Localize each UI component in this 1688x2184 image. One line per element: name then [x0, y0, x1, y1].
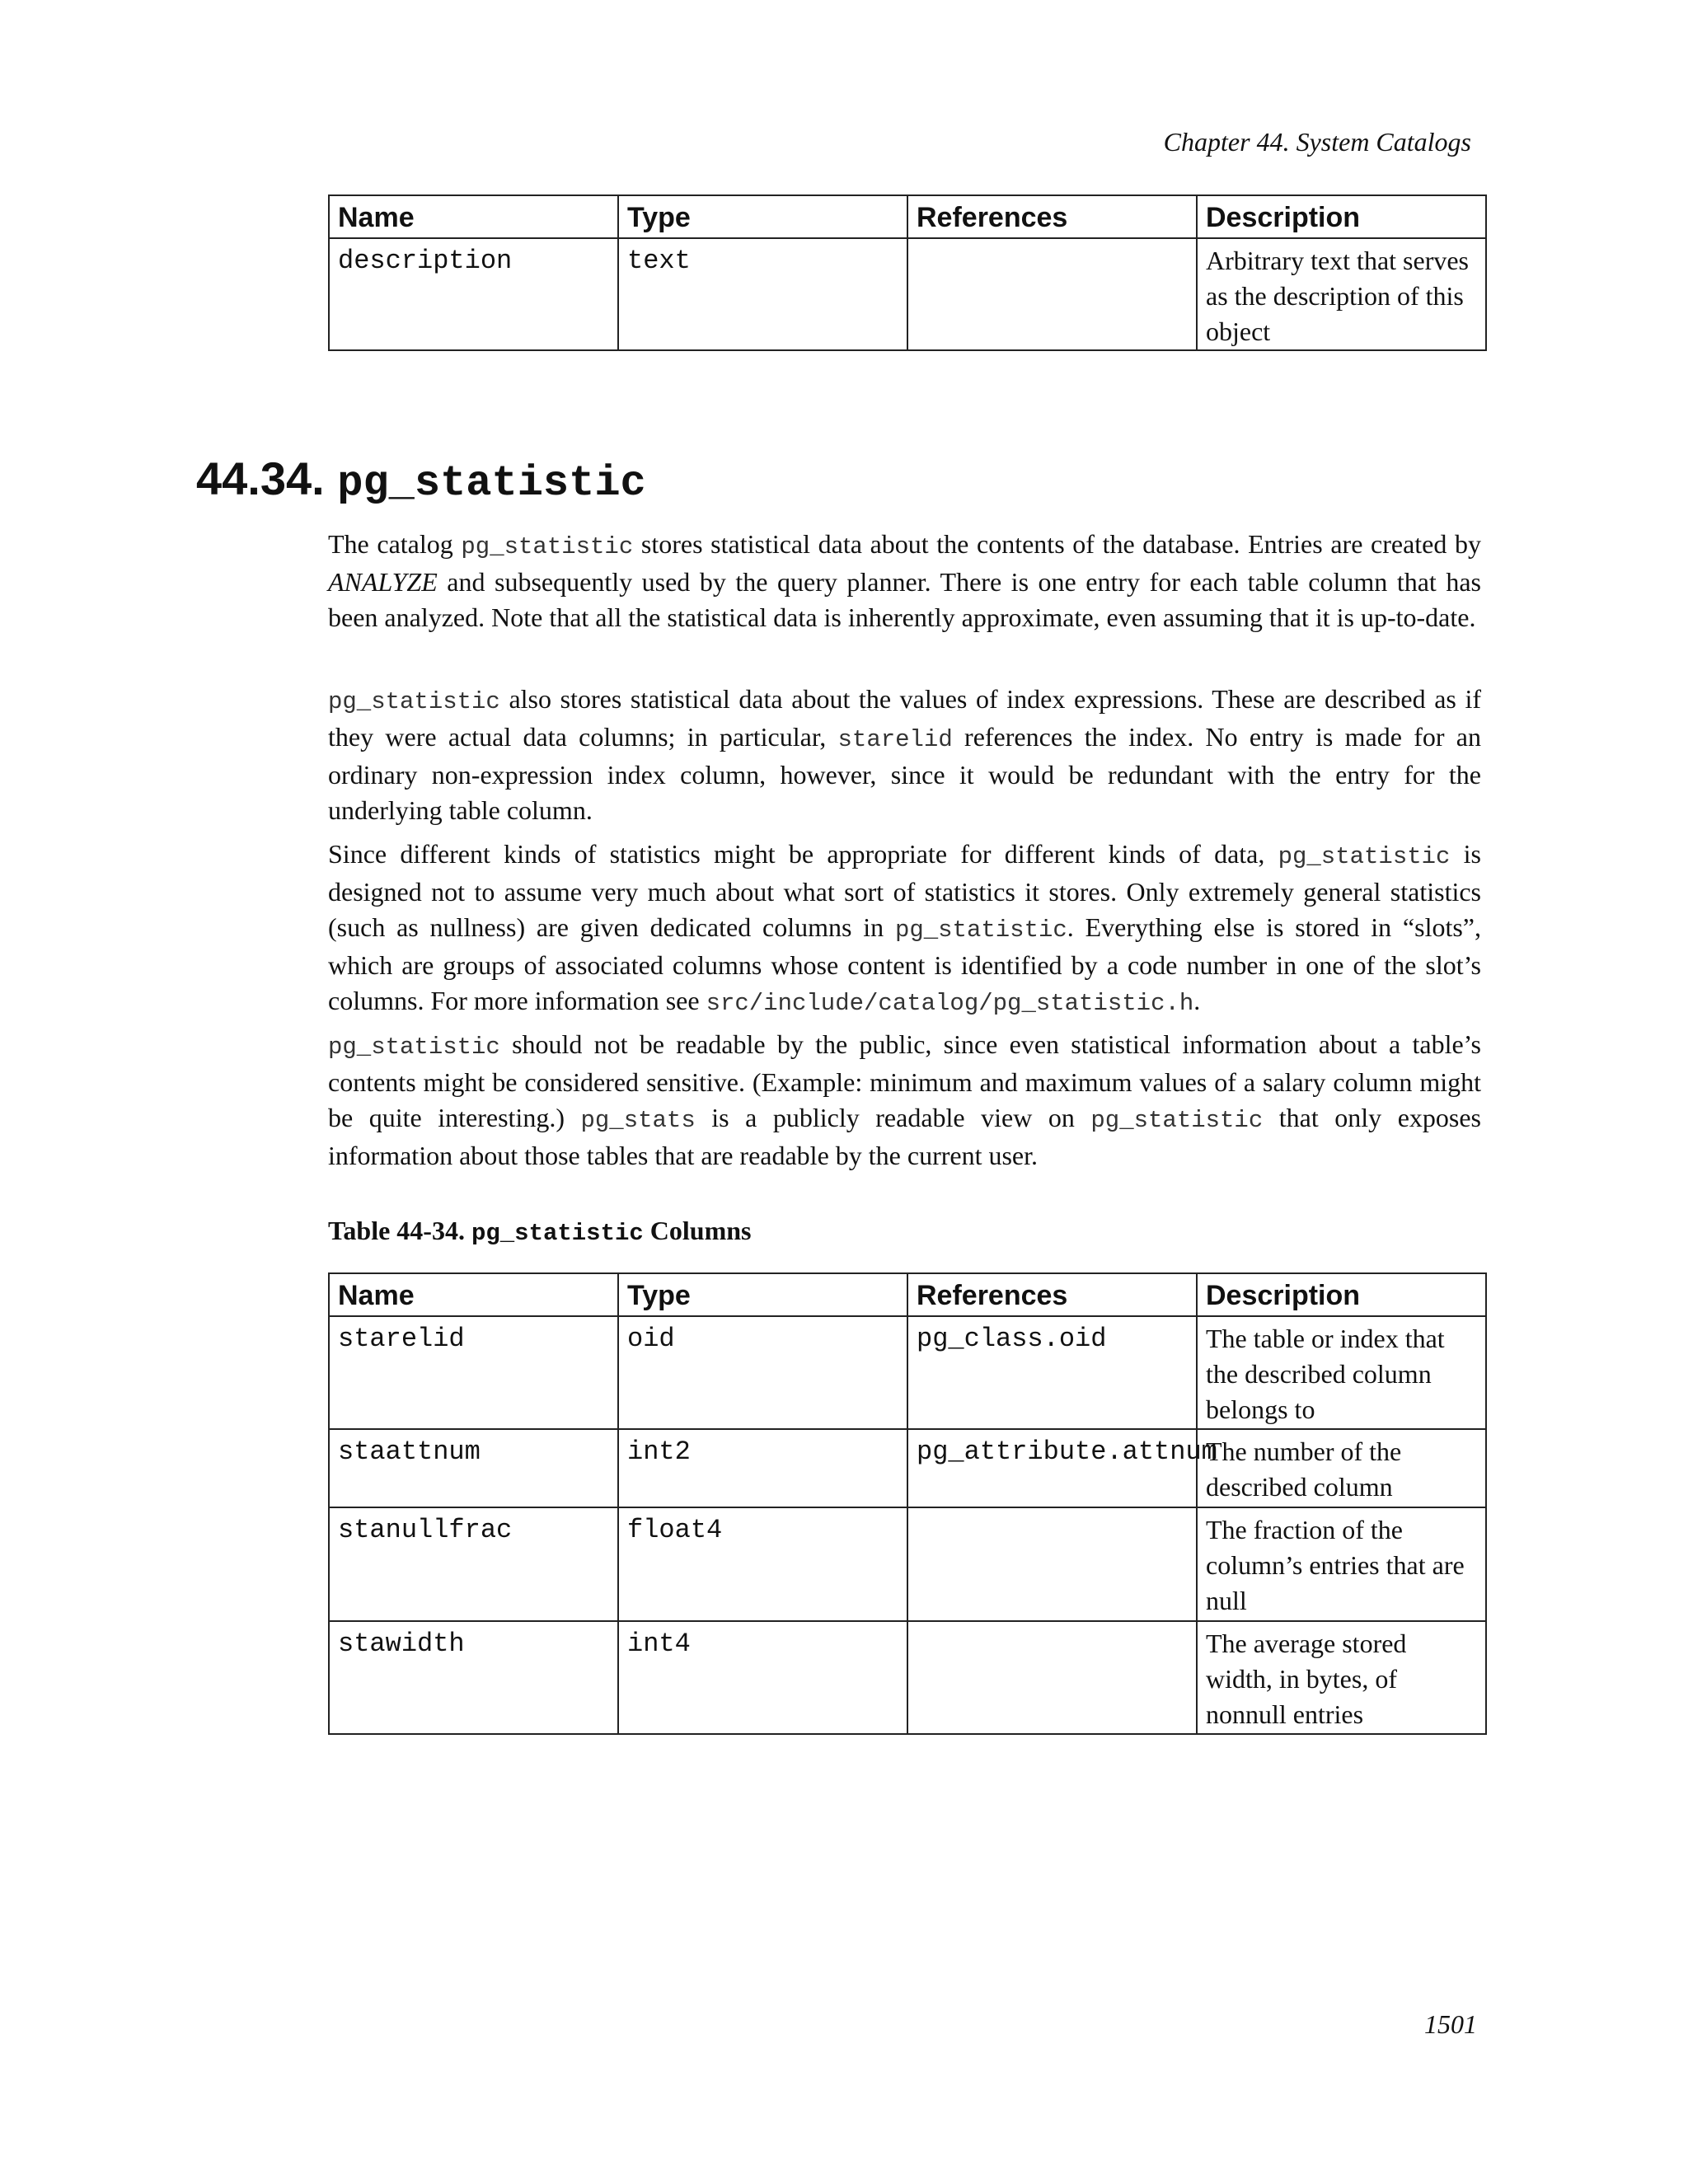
- cell-name: stanullfrac: [329, 1507, 618, 1621]
- pg-statistic-columns-table: [328, 1272, 1487, 1735]
- table-row: [329, 1316, 1486, 1429]
- cell-type: int2: [618, 1429, 907, 1507]
- inline-code: pg_stats: [580, 1107, 696, 1134]
- caption-suffix: Columns: [643, 1216, 752, 1245]
- inline-code: pg_statistic: [461, 533, 634, 560]
- description-table-continuation: [328, 194, 1487, 351]
- paragraph: [328, 682, 1481, 828]
- emphasized-command: ANALYZE: [328, 567, 438, 597]
- inline-code: src/include/catalog/pg_statistic.h: [706, 990, 1194, 1017]
- paragraph: [328, 527, 1481, 635]
- cell-type: float4: [618, 1507, 907, 1621]
- cell-name: starelid: [329, 1316, 618, 1429]
- column-header-references: References: [907, 1273, 1197, 1316]
- cell-description: The number of the described column: [1197, 1429, 1486, 1507]
- column-header-description: Description: [1197, 1273, 1486, 1316]
- paragraph: [328, 837, 1481, 1021]
- column-header-type: Type: [618, 1273, 907, 1316]
- cell-name: stawidth: [329, 1621, 618, 1734]
- cell-references: [907, 1621, 1197, 1734]
- table-header-row: [329, 1273, 1486, 1316]
- text-run: stores statistical data about the contents of the database. Entries are created by: [633, 529, 1482, 559]
- text-run: that only exposes information about those tables that are readable by the current user.: [328, 1103, 1482, 1170]
- cell-type: oid: [618, 1316, 907, 1429]
- inline-code: pg_statistic: [328, 688, 500, 715]
- section-title: pg_statistic: [337, 459, 646, 508]
- table-row: [329, 238, 1486, 350]
- running-header: Chapter 44. System Catalogs: [1163, 127, 1471, 157]
- cell-references: pg_class.oid: [907, 1316, 1197, 1429]
- cell-name: staattnum: [329, 1429, 618, 1507]
- table-row: [329, 1621, 1486, 1734]
- cell-name: description: [329, 238, 618, 350]
- table-row: [329, 1429, 1486, 1507]
- inline-code: pg_statistic: [1278, 843, 1451, 870]
- section-heading: [196, 450, 646, 513]
- column-header-references: References: [907, 195, 1197, 238]
- text-run: .: [1193, 986, 1201, 1015]
- page-number: 1501: [1424, 2009, 1477, 2039]
- column-header-name: Name: [329, 1273, 618, 1316]
- text-run: The catalog: [328, 529, 462, 559]
- paragraph: [328, 1027, 1481, 1174]
- caption-code: pg_statistic: [471, 1220, 644, 1247]
- text-run: Since different kinds of statistics might be appropriate for different kinds of data,: [328, 839, 1278, 869]
- column-header-name: Name: [329, 195, 618, 238]
- inline-code: starelid: [837, 726, 953, 753]
- cell-references: [907, 238, 1197, 350]
- table-header-row: [329, 195, 1486, 238]
- cell-description: The table or index that the described column belongs to: [1197, 1316, 1486, 1429]
- column-header-type: Type: [618, 195, 907, 238]
- section-number: 44.34.: [196, 452, 325, 504]
- inline-code: pg_statistic: [328, 1033, 500, 1061]
- text-run: should not be readable by the public, since even statistical information about a table’s contents might be considered sensitive. (Example: minimum and maximum values of a salary column might be quite interesting.): [328, 1029, 1481, 1132]
- text-run: and subsequently used by the query planner. There is one entry for each table column that has been analyzed. Note that all the statistical data is inherently approximate, even assuming that it is up-to-date.: [328, 567, 1481, 632]
- cell-description: Arbitrary text that serves as the description of this object: [1197, 238, 1486, 350]
- text-run: references the index. No entry is made for an ordinary non-expression index column, however, since it would be redundant with the entry for the underlying table column.: [328, 722, 1482, 825]
- inline-code: pg_statistic: [894, 916, 1067, 944]
- cell-references: pg_attribute.attnum: [907, 1429, 1197, 1507]
- text-run: also stores statistical data about the values of index expressions. These are described as if they were actual data columns; in particular,: [328, 684, 1481, 752]
- table-caption: [328, 1213, 752, 1251]
- caption-prefix: Table 44-34.: [328, 1216, 471, 1245]
- cell-description: The average stored width, in bytes, of nonnull entries: [1197, 1621, 1486, 1734]
- cell-type: text: [618, 238, 907, 350]
- column-header-description: Description: [1197, 195, 1486, 238]
- inline-code: pg_statistic: [1090, 1107, 1264, 1134]
- table-row: [329, 1507, 1486, 1621]
- text-run: . Everything else is stored in “slots”, which are groups of associated columns whose content is identified by a code number in one of the slot’s columns. For more information see: [328, 912, 1482, 1015]
- cell-description: The fraction of the column’s entries that are null: [1197, 1507, 1486, 1621]
- text-run: is designed not to assume very much about what sort of statistics it stores. Only extremely general statistics (such as nullness) are given dedicated columns in: [328, 839, 1482, 942]
- cell-type: int4: [618, 1621, 907, 1734]
- text-run: is a publicly readable view on: [695, 1103, 1091, 1132]
- cell-references: [907, 1507, 1197, 1621]
